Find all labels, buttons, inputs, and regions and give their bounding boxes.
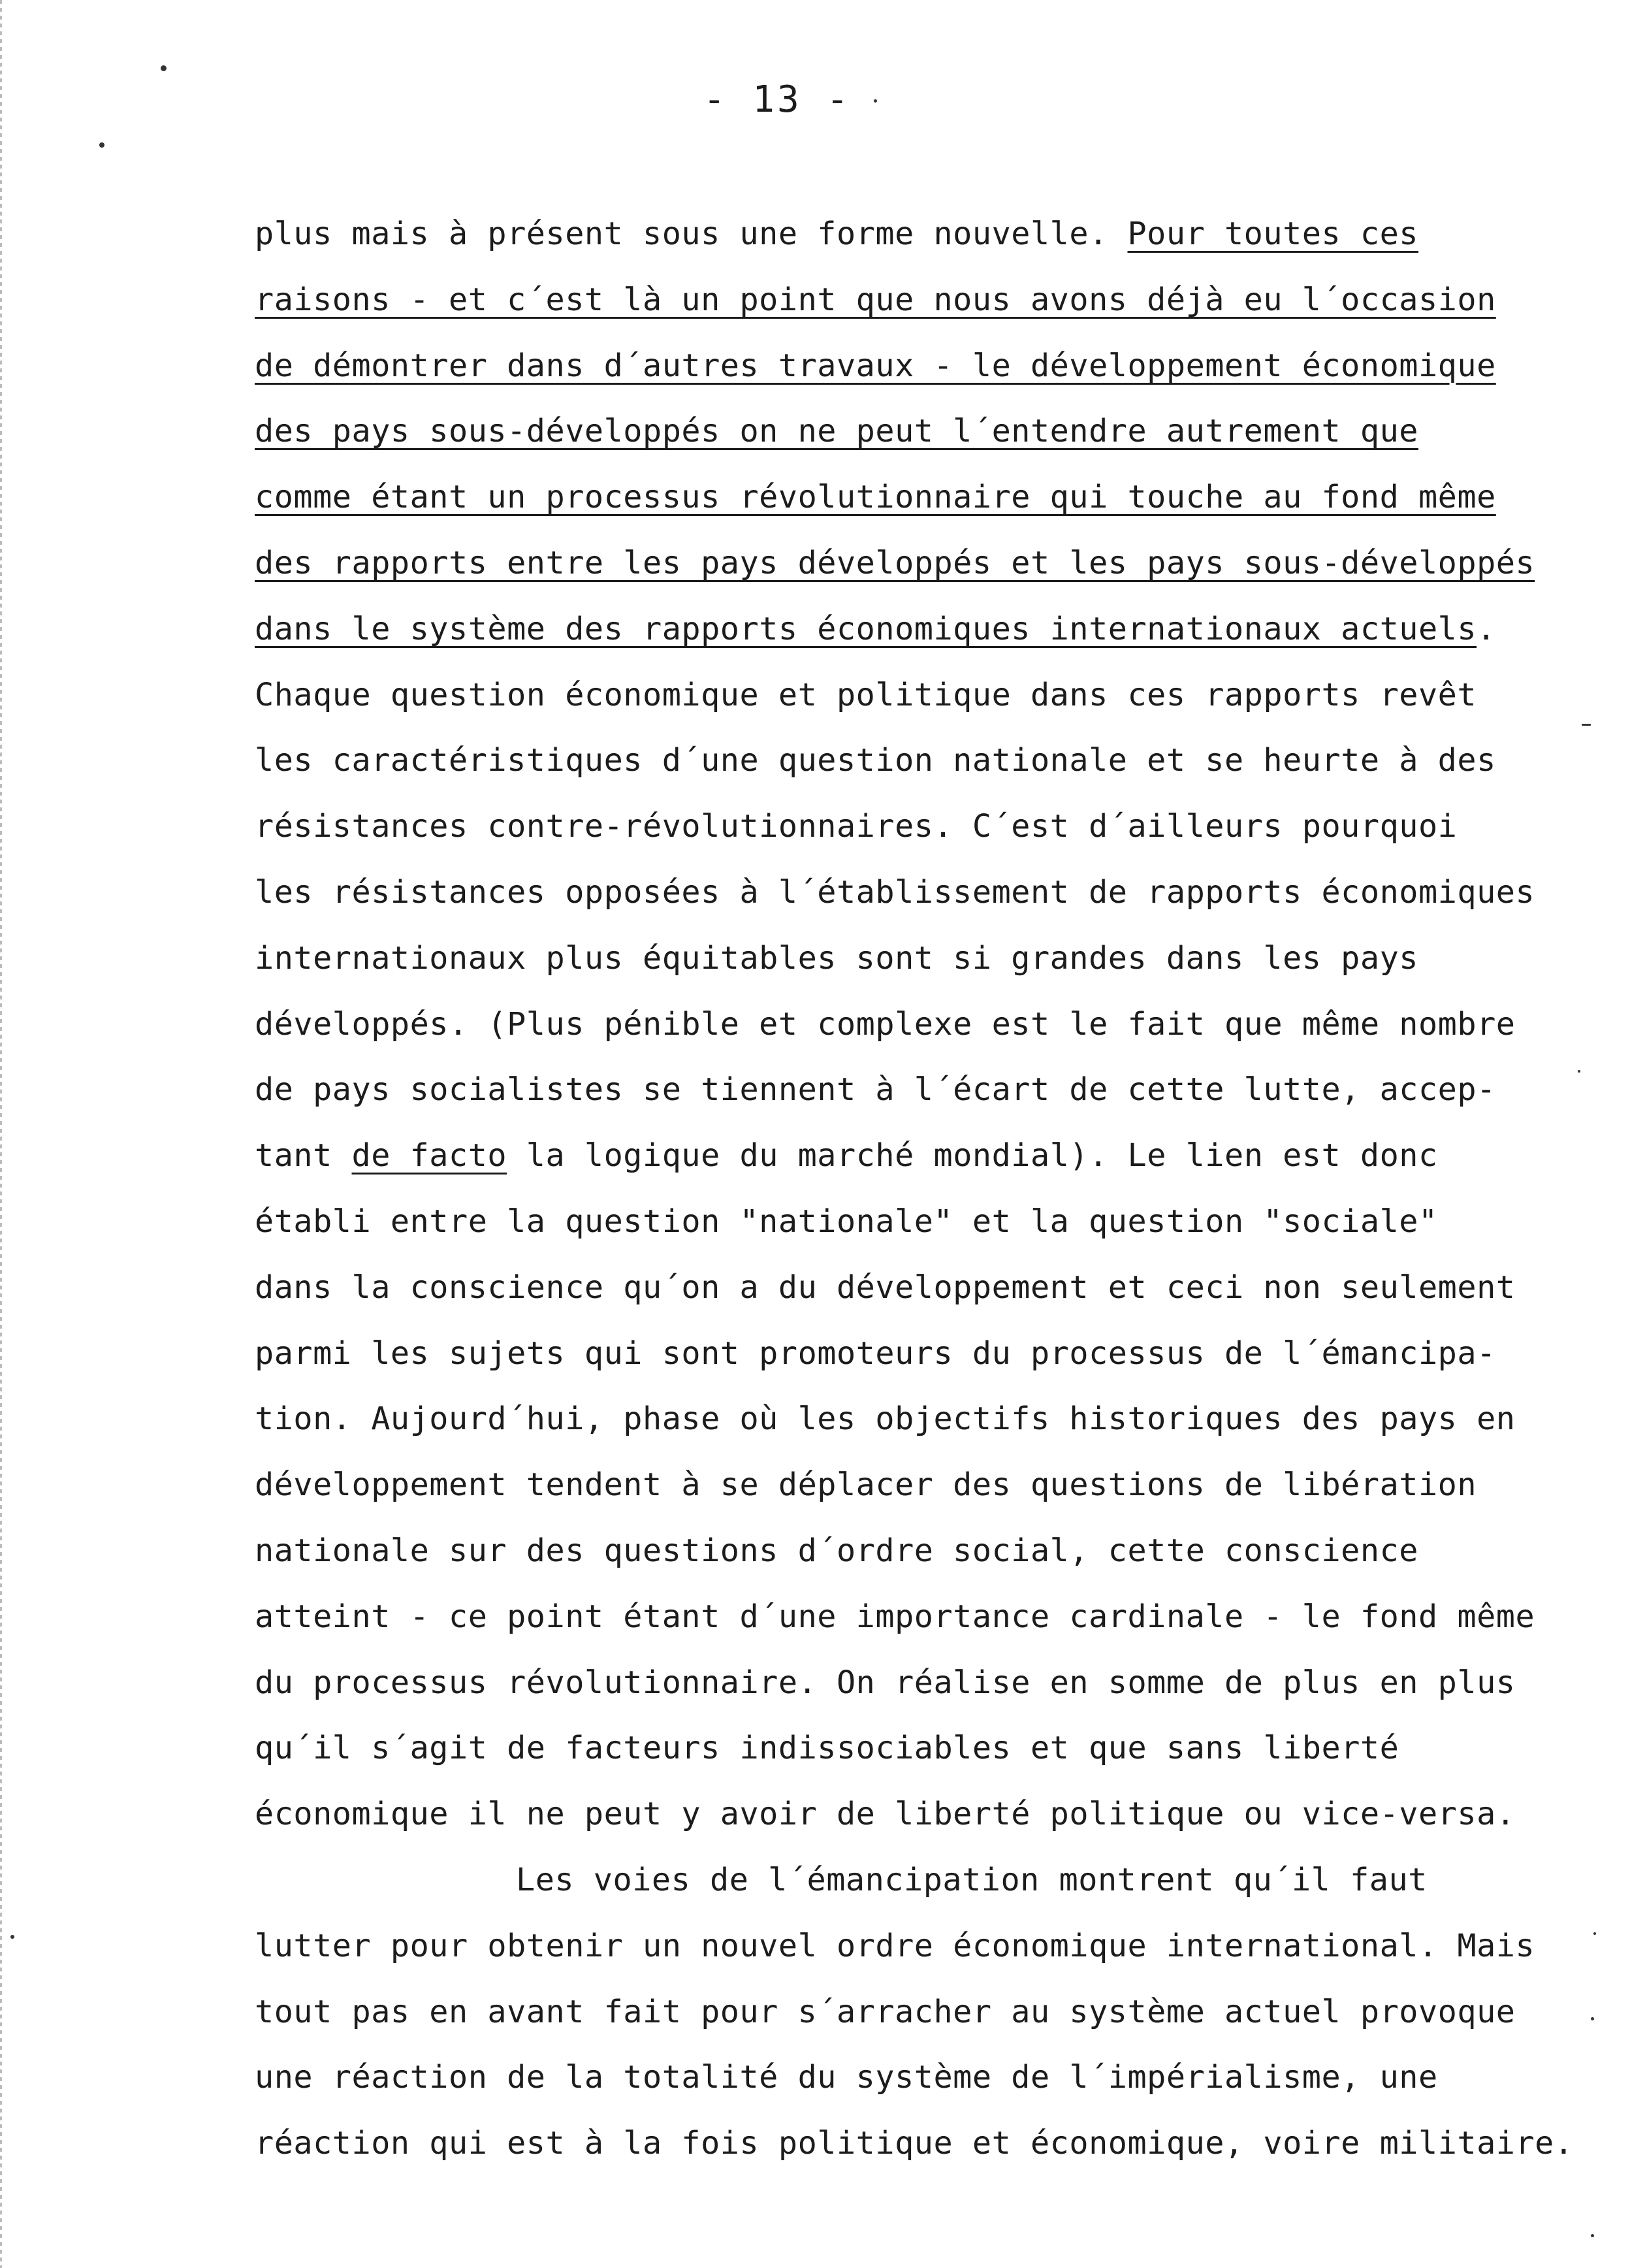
text-line <box>255 333 1613 399</box>
text-line <box>255 1913 1613 1979</box>
text-run: tout pas en avant fait pour s´arracher au système actuel provoque <box>255 1993 1516 2030</box>
text-line <box>255 1584 1613 1650</box>
text-line <box>255 2045 1613 2111</box>
text-line <box>255 662 1613 728</box>
text-line <box>255 201 1613 267</box>
scan-edge <box>0 0 2 2268</box>
text-run: tant <box>255 1137 352 1174</box>
text-line <box>255 728 1613 794</box>
scan-speck <box>1591 2234 1594 2237</box>
text-run: développement tendent à se déplacer des questions de libération <box>255 1466 1477 1504</box>
underlined-text: de facto <box>351 1137 507 1174</box>
scan-speck <box>10 1935 14 1939</box>
text-run: réaction qui est à la fois politique et économique, voire militaire. <box>255 2125 1574 2162</box>
underlined-text: des rapports entre les pays développés et les pays sous-développés <box>255 544 1535 581</box>
text-run: établi entre la question "nationale" et la question "sociale" <box>255 1203 1438 1240</box>
text-run: . <box>1477 610 1496 647</box>
text-run: Chaque question économique et politique dans ces rapports revêt <box>255 676 1477 713</box>
text-run: développés. (Plus pénible et complexe est le fait que même nombre <box>255 1005 1516 1043</box>
text-run: lutter pour obtenir un nouvel ordre économique international. Mais <box>255 1927 1535 1964</box>
scan-speck <box>161 65 167 71</box>
text-line <box>255 1715 1613 1781</box>
text-run: économique il ne peut y avoir de liberté politique ou vice-versa. <box>255 1796 1516 1833</box>
text-run: les résistances opposées à l´établissement de rapports économiques <box>255 873 1535 911</box>
text-line <box>255 1452 1613 1518</box>
underlined-text: dans le système des rapports économiques internationaux actuels <box>255 610 1477 647</box>
text-run: dans la conscience qu´on a du développement et ceci non seulement <box>255 1269 1516 1306</box>
text-run: nationale sur des questions d´ordre social, cette conscience <box>255 1532 1418 1569</box>
text-run: internationaux plus équitables sont si grandes dans les pays <box>255 939 1418 977</box>
text-run: les caractéristiques d´une question nationale et se heurte à des <box>255 742 1496 779</box>
text-line <box>255 267 1613 333</box>
text-line <box>255 1518 1613 1584</box>
text-line <box>255 860 1613 926</box>
text-run: Les voies de l´émancipation montrent qu´il faut <box>516 1861 1428 1898</box>
underlined-text: de démontrer dans d´autres travaux - le développement économique <box>255 347 1496 384</box>
text-line <box>255 1321 1613 1387</box>
underlined-text: Pour toutes ces <box>1127 216 1418 252</box>
underlined-text: comme étant un processus révolutionnaire qui touche au fond même <box>255 479 1496 516</box>
text-line <box>255 1189 1613 1255</box>
text-line <box>255 464 1613 530</box>
text-run: la logique du marché mondial). Le lien est donc <box>507 1137 1438 1174</box>
text-line <box>255 1650 1613 1716</box>
text-run: une réaction de la totalité du système de l´impérialisme, une <box>255 2059 1438 2096</box>
text-line <box>255 926 1613 992</box>
text-line <box>255 1386 1613 1452</box>
text-run: parmi les sujets qui sont promoteurs du processus de l´émancipa- <box>255 1335 1496 1372</box>
text-run: plus mais à présent sous une forme nouvelle. <box>255 216 1128 252</box>
text-line <box>255 1847 1613 1913</box>
page-number: - 13 - <box>703 78 852 121</box>
text-line <box>255 794 1613 860</box>
text-run: qu´il s´agit de facteurs indissociables et que sans liberté <box>255 1730 1399 1767</box>
text-line <box>255 596 1613 662</box>
text-line <box>255 992 1613 1058</box>
text-run: résistances contre-révolutionnaires. C´est d´ailleurs pourquoi <box>255 808 1458 845</box>
text-line <box>255 398 1613 464</box>
text-line <box>255 1123 1613 1189</box>
text-run: de pays socialistes se tiennent à l´écart de cette lutte, accep- <box>255 1071 1496 1109</box>
text-line <box>255 1255 1613 1321</box>
body-text <box>255 201 1613 2177</box>
scan-speck <box>99 142 104 148</box>
underlined-text: raisons - et c´est là un point que nous avons déjà eu l´occasion <box>255 281 1496 318</box>
text-run: atteint - ce point étant d´une importance cardinale - le fond même <box>255 1598 1535 1635</box>
text-line <box>255 530 1613 596</box>
text-line <box>255 1057 1613 1123</box>
text-line <box>255 1979 1613 2045</box>
text-line <box>255 2111 1613 2177</box>
underlined-text: des pays sous-développés on ne peut l´entendre autrement que <box>255 413 1418 450</box>
text-run: du processus révolutionnaire. On réalise en somme de plus en plus <box>255 1664 1516 1701</box>
text-line <box>255 1781 1613 1847</box>
text-run: tion. Aujourd´hui, phase où les objectifs historiques des pays en <box>255 1401 1516 1438</box>
